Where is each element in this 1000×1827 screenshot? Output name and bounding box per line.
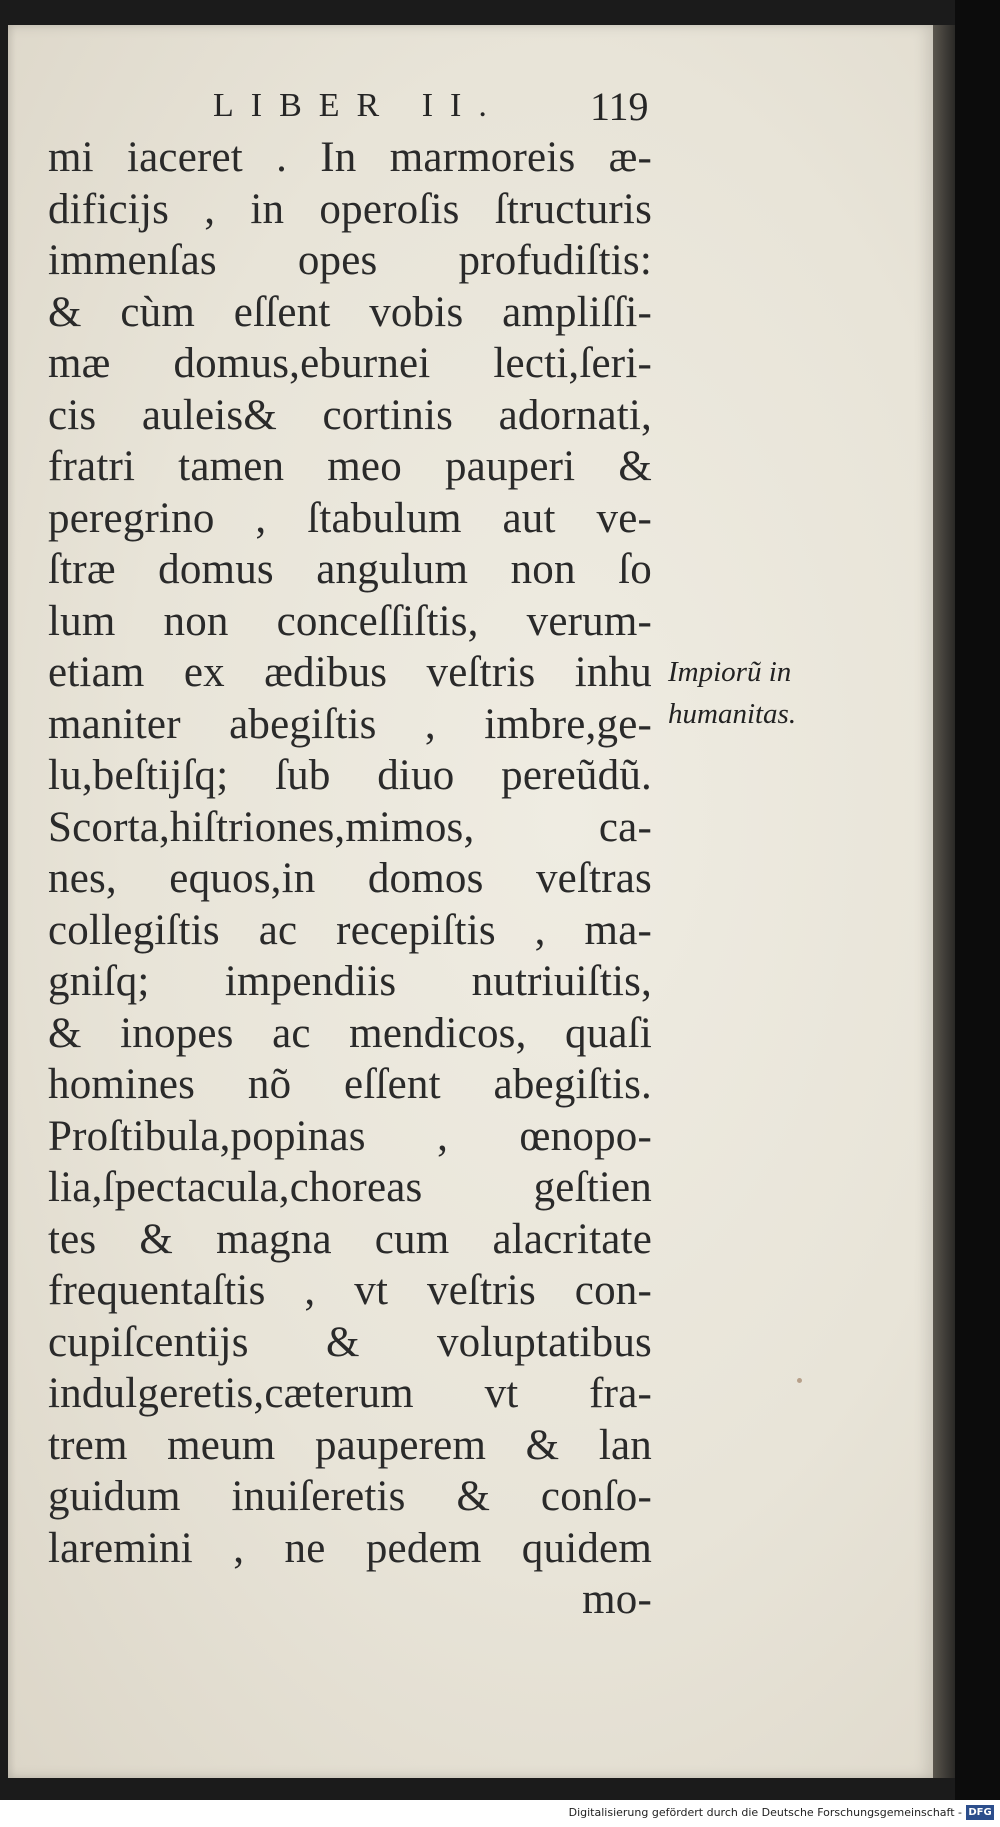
page-header [8,83,933,133]
book-page [8,25,933,1778]
main-text-block [48,132,652,1626]
marginal-note-line: humanitas. [668,698,797,730]
marginal-note-line: Impiorũ in [668,656,792,688]
text-line: cupiſcentijs & voluptatibus [48,1318,652,1366]
text-line: & inopes ac mendicos, quaſi [48,1009,652,1057]
text-line: lum non conceſſiſtis, verum- [48,597,652,645]
footer-strip [0,1800,1000,1827]
text-line: guidum inuiſeretis & conſo- [48,1473,652,1520]
scan-dark-border [955,0,1000,1800]
text-line: dificijs , in operoſis ſtructuris [48,185,652,233]
catchword: mo- [582,1576,652,1623]
text-line: ſtræ domus angulum non ſo [48,546,652,593]
text-line: Scorta,hiſtriones,mimos, ca- [48,803,652,851]
text-line: peregrino , ſtabulum aut ve- [48,494,652,542]
text-line: indulgeretis,cæterum vt fra- [48,1370,652,1417]
paper-speck [797,1378,802,1383]
page-number: 119 [590,84,649,129]
text-line: laremini , ne pedem quidem [48,1524,652,1572]
text-line: Proſtibula,popinas , œnopo- [48,1112,652,1160]
text-line: immenſas opes profudiſtis: [48,237,652,284]
dfg-logo: DFG [966,1805,994,1820]
text-line: maniter abegiſtis , imbre,ge- [48,700,652,748]
text-line: trem meum pauperem & lan [48,1421,652,1469]
marginal-note [668,651,868,735]
text-line: tes & magna cum alacritate [48,1215,652,1263]
text-line: mæ domus,eburnei lecti,ſeri- [48,340,652,387]
text-line: frequentaſtis , vt veſtris con- [48,1267,652,1314]
text-line: mi iaceret . In marmoreis æ- [48,134,652,181]
text-line: fratri tamen meo pauperi & [48,443,652,490]
text-line: collegiſtis ac recepiſtis , ma- [48,906,652,954]
page-fore-edge [933,25,955,1778]
text-line: gniſq; impendiis nutriuiſtis, [48,958,652,1005]
funding-credit: Digitalisierung gefördert durch die Deutsche Forschungsgemeinschaft - [568,1806,962,1819]
text-line: homines nõ eſſent abegiſtis. [48,1061,652,1108]
text-line: lia,ſpectacula,choreas geſtien [48,1164,652,1211]
text-line: lu,beſtijſq; ſub diuo pereũdũ. [48,752,652,799]
running-head: LIBER II. [213,87,504,124]
text-line: etiam ex ædibus veſtris inhu [48,649,652,696]
text-line: nes, equos,in domos veſtras [48,855,652,902]
text-line: cis auleis& cortinis adornati, [48,391,652,439]
text-line: & cùm eſſent vobis ampliſſi- [48,288,652,336]
